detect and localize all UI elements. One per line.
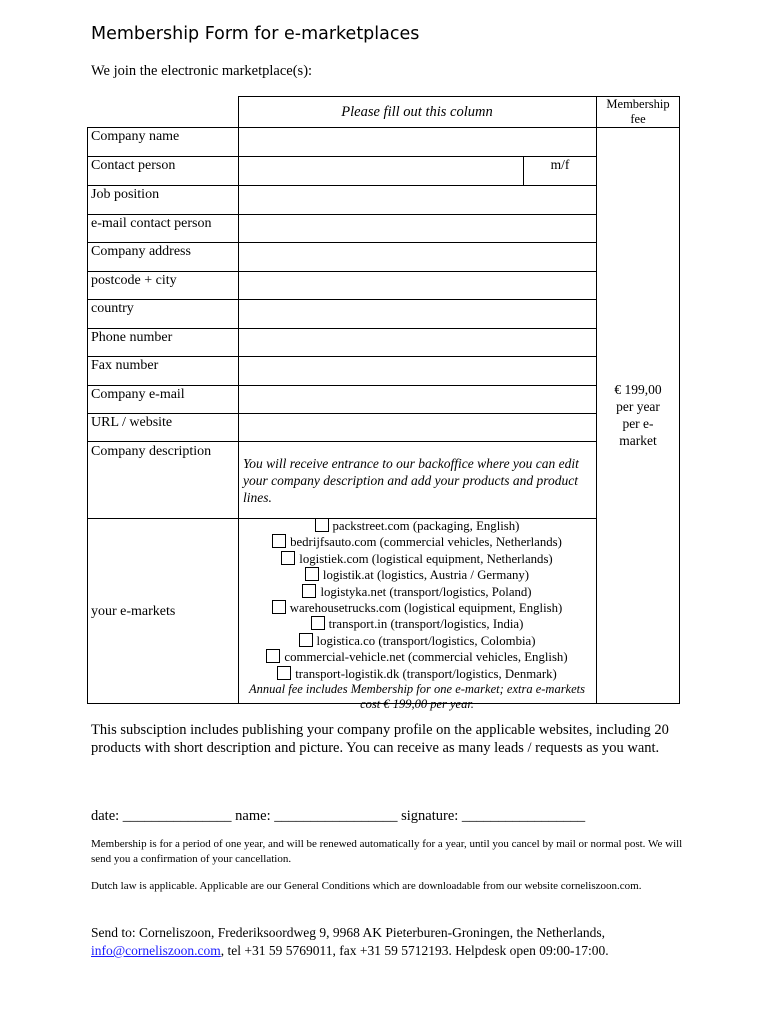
checkbox[interactable] <box>266 649 280 663</box>
market-option[interactable] <box>238 518 596 534</box>
label-company-address: Company address <box>91 244 191 259</box>
url-field[interactable] <box>239 414 596 441</box>
market-label: transport.in (transport/logistics, India) <box>328 617 524 632</box>
label-postcode-city: postcode + city <box>91 273 177 288</box>
market-label: packstreet.com (packaging, English) <box>332 519 520 533</box>
membership-note: Membership is for a period of one year, and will be renewed automatically for a year, until you cancel by mail or normal post. We will send you a confirmation of your cancellation. <box>91 838 683 865</box>
company-address-field[interactable] <box>239 243 596 271</box>
company-name-field[interactable] <box>239 128 596 156</box>
label-company-description: Company description <box>91 444 212 459</box>
annual-fee-note: Annual fee includes Membership for one e-market; extra e-markets cost € 199,00 per year. <box>248 682 585 712</box>
checkbox[interactable] <box>305 567 319 581</box>
label-your-emarkets: your e-markets <box>91 604 176 619</box>
market-label: transport-logistik.dk (transport/logistics, Denmark) <box>295 666 557 681</box>
checkbox[interactable] <box>299 633 313 647</box>
fee-line: per e- <box>622 416 654 431</box>
gender-label: m/f <box>550 157 570 172</box>
postcode-city-field[interactable] <box>239 272 596 299</box>
market-label: logistica.co (transport/logistics, Colombia) <box>316 633 536 648</box>
fill-column-header: Please fill out this column <box>341 104 493 120</box>
market-option[interactable] <box>238 567 596 583</box>
market-label: bedrijfsauto.com (commercial vehicles, Netherlands) <box>290 535 562 550</box>
page-title: Membership Form for e-marketplaces <box>91 24 420 44</box>
market-label: commercial-vehicle.net (commercial vehicles, English) <box>284 650 568 665</box>
checkbox[interactable] <box>315 518 329 532</box>
subscription-text: This subsciption includes publishing your company profile on the applicable websites, including 20 products with short description and picture. You can receive as many leads / requests as you want. <box>91 722 669 756</box>
label-company-name: Company name <box>91 129 180 144</box>
market-label: logistiek.com (logistical equipment, Netherlands) <box>299 551 553 566</box>
job-position-field[interactable] <box>239 186 596 214</box>
checkbox[interactable] <box>272 600 286 614</box>
market-option[interactable] <box>238 600 596 616</box>
market-label: logistik.at (logistics, Austria / Germany) <box>322 568 530 583</box>
intro-text: We join the electronic marketplace(s): <box>91 63 313 79</box>
emarkets-list <box>238 518 596 712</box>
contact-details: , tel +31 59 5769011, fax +31 59 5712193. Helpdesk open 09:00-17:00. <box>220 943 609 958</box>
fee-header-line1: Membership <box>606 97 670 111</box>
market-option[interactable] <box>238 551 596 567</box>
law-note: Dutch law is applicable. Applicable are our General Conditions which are downloadable from our website corneliszoon.com. <box>91 880 642 892</box>
contact-person-field[interactable] <box>239 157 523 185</box>
label-fax: Fax number <box>91 358 159 373</box>
market-option[interactable] <box>238 666 596 682</box>
label-url: URL / website <box>91 415 173 430</box>
send-to-address: Send to: Corneliszoon, Frederiksoordweg 9, 9968 AK Pieterburen-Groningen, the Netherlands, <box>91 925 606 940</box>
description-note: You will receive entrance to our backoffice where you can edit your company description and add your products and product lines. <box>243 456 579 505</box>
market-option[interactable] <box>238 649 596 665</box>
email-contact-field[interactable] <box>239 215 596 242</box>
label-company-email: Company e-mail <box>91 387 185 402</box>
checkbox[interactable] <box>302 584 316 598</box>
market-label: logistyka.net (transport/logistics, Poland) <box>320 584 532 599</box>
checkbox[interactable] <box>277 666 291 680</box>
market-option[interactable] <box>238 633 596 649</box>
email-link[interactable]: info@corneliszoon.com <box>91 943 221 958</box>
signature-line[interactable]: date: _______________ name: _________________ signature: _________________ <box>91 808 586 824</box>
checkbox[interactable] <box>272 534 286 548</box>
company-email-field[interactable] <box>239 386 596 413</box>
checkbox[interactable] <box>311 616 325 630</box>
send-to-block <box>91 924 691 960</box>
checkbox[interactable] <box>281 551 295 565</box>
fee-line: market <box>619 433 657 448</box>
label-country: country <box>91 301 134 316</box>
fee-line: per year <box>616 399 660 414</box>
market-option[interactable] <box>238 616 596 632</box>
fax-field[interactable] <box>239 357 596 385</box>
label-contact-person: Contact person <box>91 158 176 173</box>
label-job-position: Job position <box>91 187 160 202</box>
fee-line: € 199,00 <box>614 382 662 397</box>
fee-header-line2: fee <box>630 112 646 126</box>
phone-field[interactable] <box>239 329 596 356</box>
market-option[interactable] <box>238 584 596 600</box>
label-phone: Phone number <box>91 330 173 345</box>
market-label: warehousetrucks.com (logistical equipment, English) <box>289 601 563 616</box>
membership-fee-header <box>597 97 679 127</box>
country-field[interactable] <box>239 300 596 328</box>
membership-fee-value <box>597 381 679 449</box>
label-email-contact: e-mail contact person <box>91 216 212 231</box>
market-option[interactable] <box>238 534 596 550</box>
